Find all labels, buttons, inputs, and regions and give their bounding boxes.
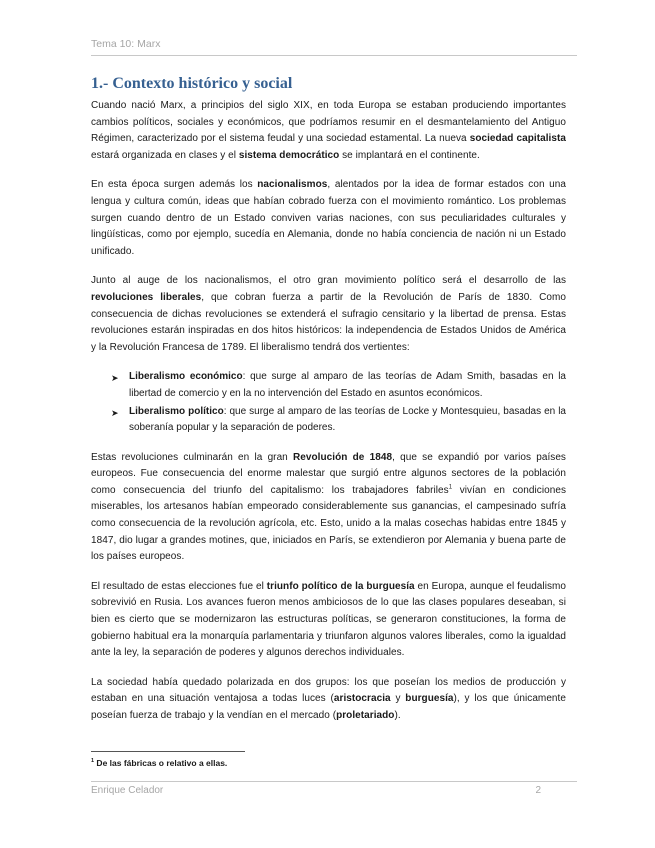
text-run: , que se expandió por varios países europeos. Fue consecuencia del enorme malestar que surgió entre algunos sectores de la población como consecuencia del triunfo del capitalismo: los trabajadores fabriles <box>91 451 566 496</box>
paragraph-6 <box>91 675 566 725</box>
footnote <box>91 758 227 768</box>
page-footer <box>91 781 577 796</box>
text-run: ). <box>394 710 401 721</box>
paragraph-1 <box>91 98 566 164</box>
list-item <box>91 404 566 437</box>
text-run: En esta época surgen además los <box>91 179 258 191</box>
bullet-list <box>91 369 566 436</box>
bold-term: sociedad capitalista <box>469 133 566 145</box>
arrow-bullet-icon: ➤ <box>111 373 119 384</box>
footnote-mark: 1 <box>91 758 95 765</box>
text-run: en Europa, aunque el feudalismo sobrevivió en Rusia. Los avances fueron menos ambiciosos de lo que las clases populares deseaban, si bien es cierto que se modernizaron las estructuras políticas, se generaron constituciones, la forma de gobierno habitual era la monarquía parlamentaria y triunfaron algunos valores liberales, como la igualdad ante la ley, la separación de poderes y algunos derechos individuales. <box>91 580 567 659</box>
paragraph-3 <box>91 273 566 356</box>
text-run: Cuando nació Marx, a principios del siglo XIX, en toda Europa se estaban produciendo importantes cambios políticos, sociales y económicos, que podríamos resumir en el desmantelamiento del Antiguo Régimen, caracterizado por el sistema feudal y una sociedad estamental. La nueva <box>91 100 566 145</box>
arrow-bullet-icon: ➤ <box>111 407 119 418</box>
bold-term: triunfo político de la burguesía <box>266 580 415 592</box>
text-run: estará organizada en clases y el <box>91 149 239 161</box>
paragraph-2 <box>91 177 566 260</box>
page-content <box>91 74 566 738</box>
footer-author: Enrique Celador <box>91 785 164 796</box>
bold-term: revoluciones liberales <box>91 291 202 303</box>
text-run: El resultado de estas elecciones fue el <box>91 580 267 592</box>
text-run: , alentados por la idea de formar estados con una lengua y cultura común, ideas que habían cobrado fuerza con el movimiento romántico. Los problemas surgen cuando dentro de un Estado conviven varias naciones, con sus peculiaridades culturales y lingüísticas, como por ejemplo, sucedía en Alemania, donde no había conciencia de nación ni un Estado unificado. <box>91 179 566 257</box>
bold-term: Liberalismo político <box>129 405 224 417</box>
text-run: : que surge al amparo de las teorías de Locke y Montesquieu, basadas en la soberanía popular y la separación de poderes. <box>129 405 566 434</box>
footnote-reference[interactable]: 1 <box>448 484 453 491</box>
bold-term: proletariado <box>336 710 395 721</box>
bold-term: Liberalismo económico <box>129 371 243 383</box>
paragraph-4 <box>91 450 566 566</box>
page-number: 2 <box>535 785 541 796</box>
text-run: ), y los que únicamente poseían fuerza de trabajo y la vendían en el mercado ( <box>91 693 566 721</box>
text-run: Junto al auge de los nacionalismos, el otro gran movimiento político será el desarrollo de las <box>91 275 566 287</box>
text-run: La sociedad había quedado polarizada en dos grupos: los que poseían los medios de producción y estaban en una situación ventajosa a todas luces ( <box>91 676 566 705</box>
footnote-divider <box>91 751 245 752</box>
text-run: Estas revoluciones culminarán en la gran <box>91 451 294 463</box>
text-run: vivían en condiciones miserables, los artesanos habían empeorado considerablemente sus ganancias, el campesinado sufría como consecuencia de la revolución agrícola, etc. Esto, unido a la malas cosechas habidas entre 1845 y 1847, dio lugar a grandes motines, que, iniciados en París, se extendieron por Alemania y buena parte de los países europeos. <box>91 484 566 563</box>
list-item <box>91 369 566 402</box>
bold-term: sistema democrático <box>238 149 340 161</box>
bold-term: Revolución de 1848 <box>293 451 393 463</box>
bold-term: burguesía <box>405 693 454 705</box>
header-title: Tema 10: Marx <box>91 38 161 50</box>
footnote-text: De las fábricas o relativo a ellas. <box>94 758 228 768</box>
text-run: : que surge al amparo de las teorías de Adam Smith, basadas en la libertad de comercio y en la no intervención del Estado en asuntos económicos. <box>129 371 566 399</box>
section-title: 1.- Contexto histórico y social <box>91 75 293 92</box>
text-run: y <box>390 693 406 705</box>
bold-term: aristocracia <box>333 693 391 705</box>
paragraph-5 <box>91 579 566 662</box>
text-run: se implantará en el continente. <box>339 149 480 161</box>
text-run: , que cobran fuerza a partir de la Revolución de París de 1830. Como consecuencia de dichas revoluciones se extenderá el sufragio censitario y la libertad de prensa. Estas revoluciones estarán inspiradas en dos hitos históricos: la independencia de Estados Unidos de América y la Revolución Francesa de 1789. El liberalismo tendrá dos vertientes: <box>91 291 567 353</box>
bold-term: nacionalismos <box>257 179 328 191</box>
page-header <box>91 38 577 56</box>
